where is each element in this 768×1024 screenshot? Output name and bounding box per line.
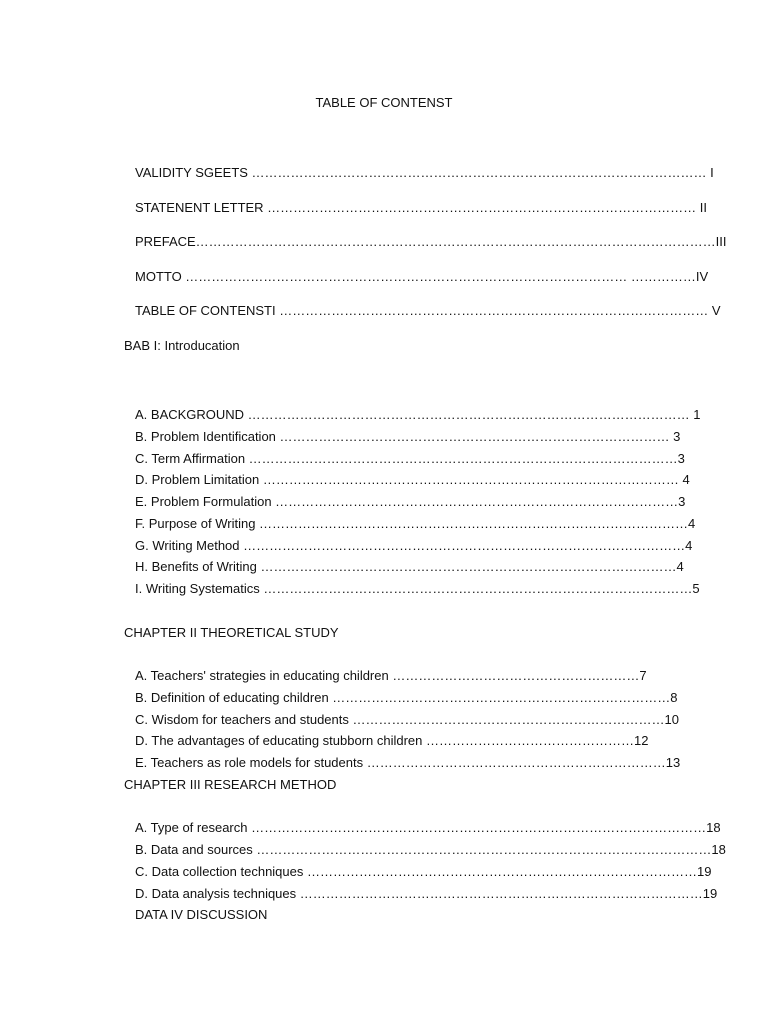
toc-entry: A. Type of research ……………………………………………………………………………………………18 [135, 820, 721, 835]
toc-entry: I. Writing Systematics ………………………………………………………………………………………5 [135, 581, 700, 596]
toc-entry: B. Problem Identification ……………………………………………………………………………… 3 [135, 429, 681, 444]
toc-entry: E. Problem Formulation …………………………………………………………………………………3 [135, 494, 686, 509]
toc-entry-preface: PREFACE…………………………………………………………………………………………………………III [135, 234, 727, 249]
toc-entry-statement-letter: STATENENT LETTER ……………………………………………………………………………………… II [135, 200, 708, 215]
chapter-heading-3: CHAPTER III RESEARCH METHOD [124, 777, 337, 792]
toc-entry: G. Writing Method …………………………………………………………………………………………4 [135, 538, 693, 553]
toc-entry: B. Data and sources ……………………………………………………………………………………………18 [135, 842, 726, 857]
toc-entry: F. Purpose of Writing ………………………………………………………………………………………4 [135, 516, 696, 531]
toc-entry: D. The advantages of educating stubborn children …………………………………………12 [135, 733, 649, 748]
toc-entry: C. Term Affirmation ………………………………………………………………………………………3 [135, 451, 685, 466]
toc-entry: D. Problem Limitation …………………………………………………………………………………… 4 [135, 472, 690, 487]
toc-entry: D. Data analysis techniques …………………………………………………………………………………19 [135, 886, 718, 901]
toc-entry-table-of-contents: TABLE OF CONTENSTI ……………………………………………………………………………………… V [135, 303, 721, 318]
toc-entry: B. Definition of educating children ……………………………………………………………………8 [135, 690, 678, 705]
chapter-heading-2: CHAPTER II THEORETICAL STUDY [124, 625, 339, 640]
page-title: TABLE OF CONTENST [315, 95, 453, 110]
toc-entry-validity-sheets: VALIDITY SGEETS …………………………………………………………………………………………… I [135, 165, 714, 180]
toc-entry: C. Data collection techniques ………………………………………………………………………………19 [135, 864, 712, 879]
toc-entry: H. Benefits of Writing ……………………………………………………………………………………4 [135, 559, 684, 574]
chapter-heading-4: DATA IV DISCUSSION [135, 907, 268, 922]
toc-entry: A. BACKGROUND ………………………………………………………………………………………… 1 [135, 407, 701, 422]
toc-entry: C. Wisdom for teachers and students ………………………………………………………………10 [135, 712, 679, 727]
toc-entry-motto: MOTTO ………………………………………………………………………………………… ……………IV [135, 269, 709, 284]
toc-entry: A. Teachers' strategies in educating children …………………………………………………7 [135, 668, 647, 683]
toc-entry: E. Teachers as role models for students ……………………………………………………………13 [135, 755, 681, 770]
chapter-heading-1: BAB I: Introducation [124, 338, 240, 353]
